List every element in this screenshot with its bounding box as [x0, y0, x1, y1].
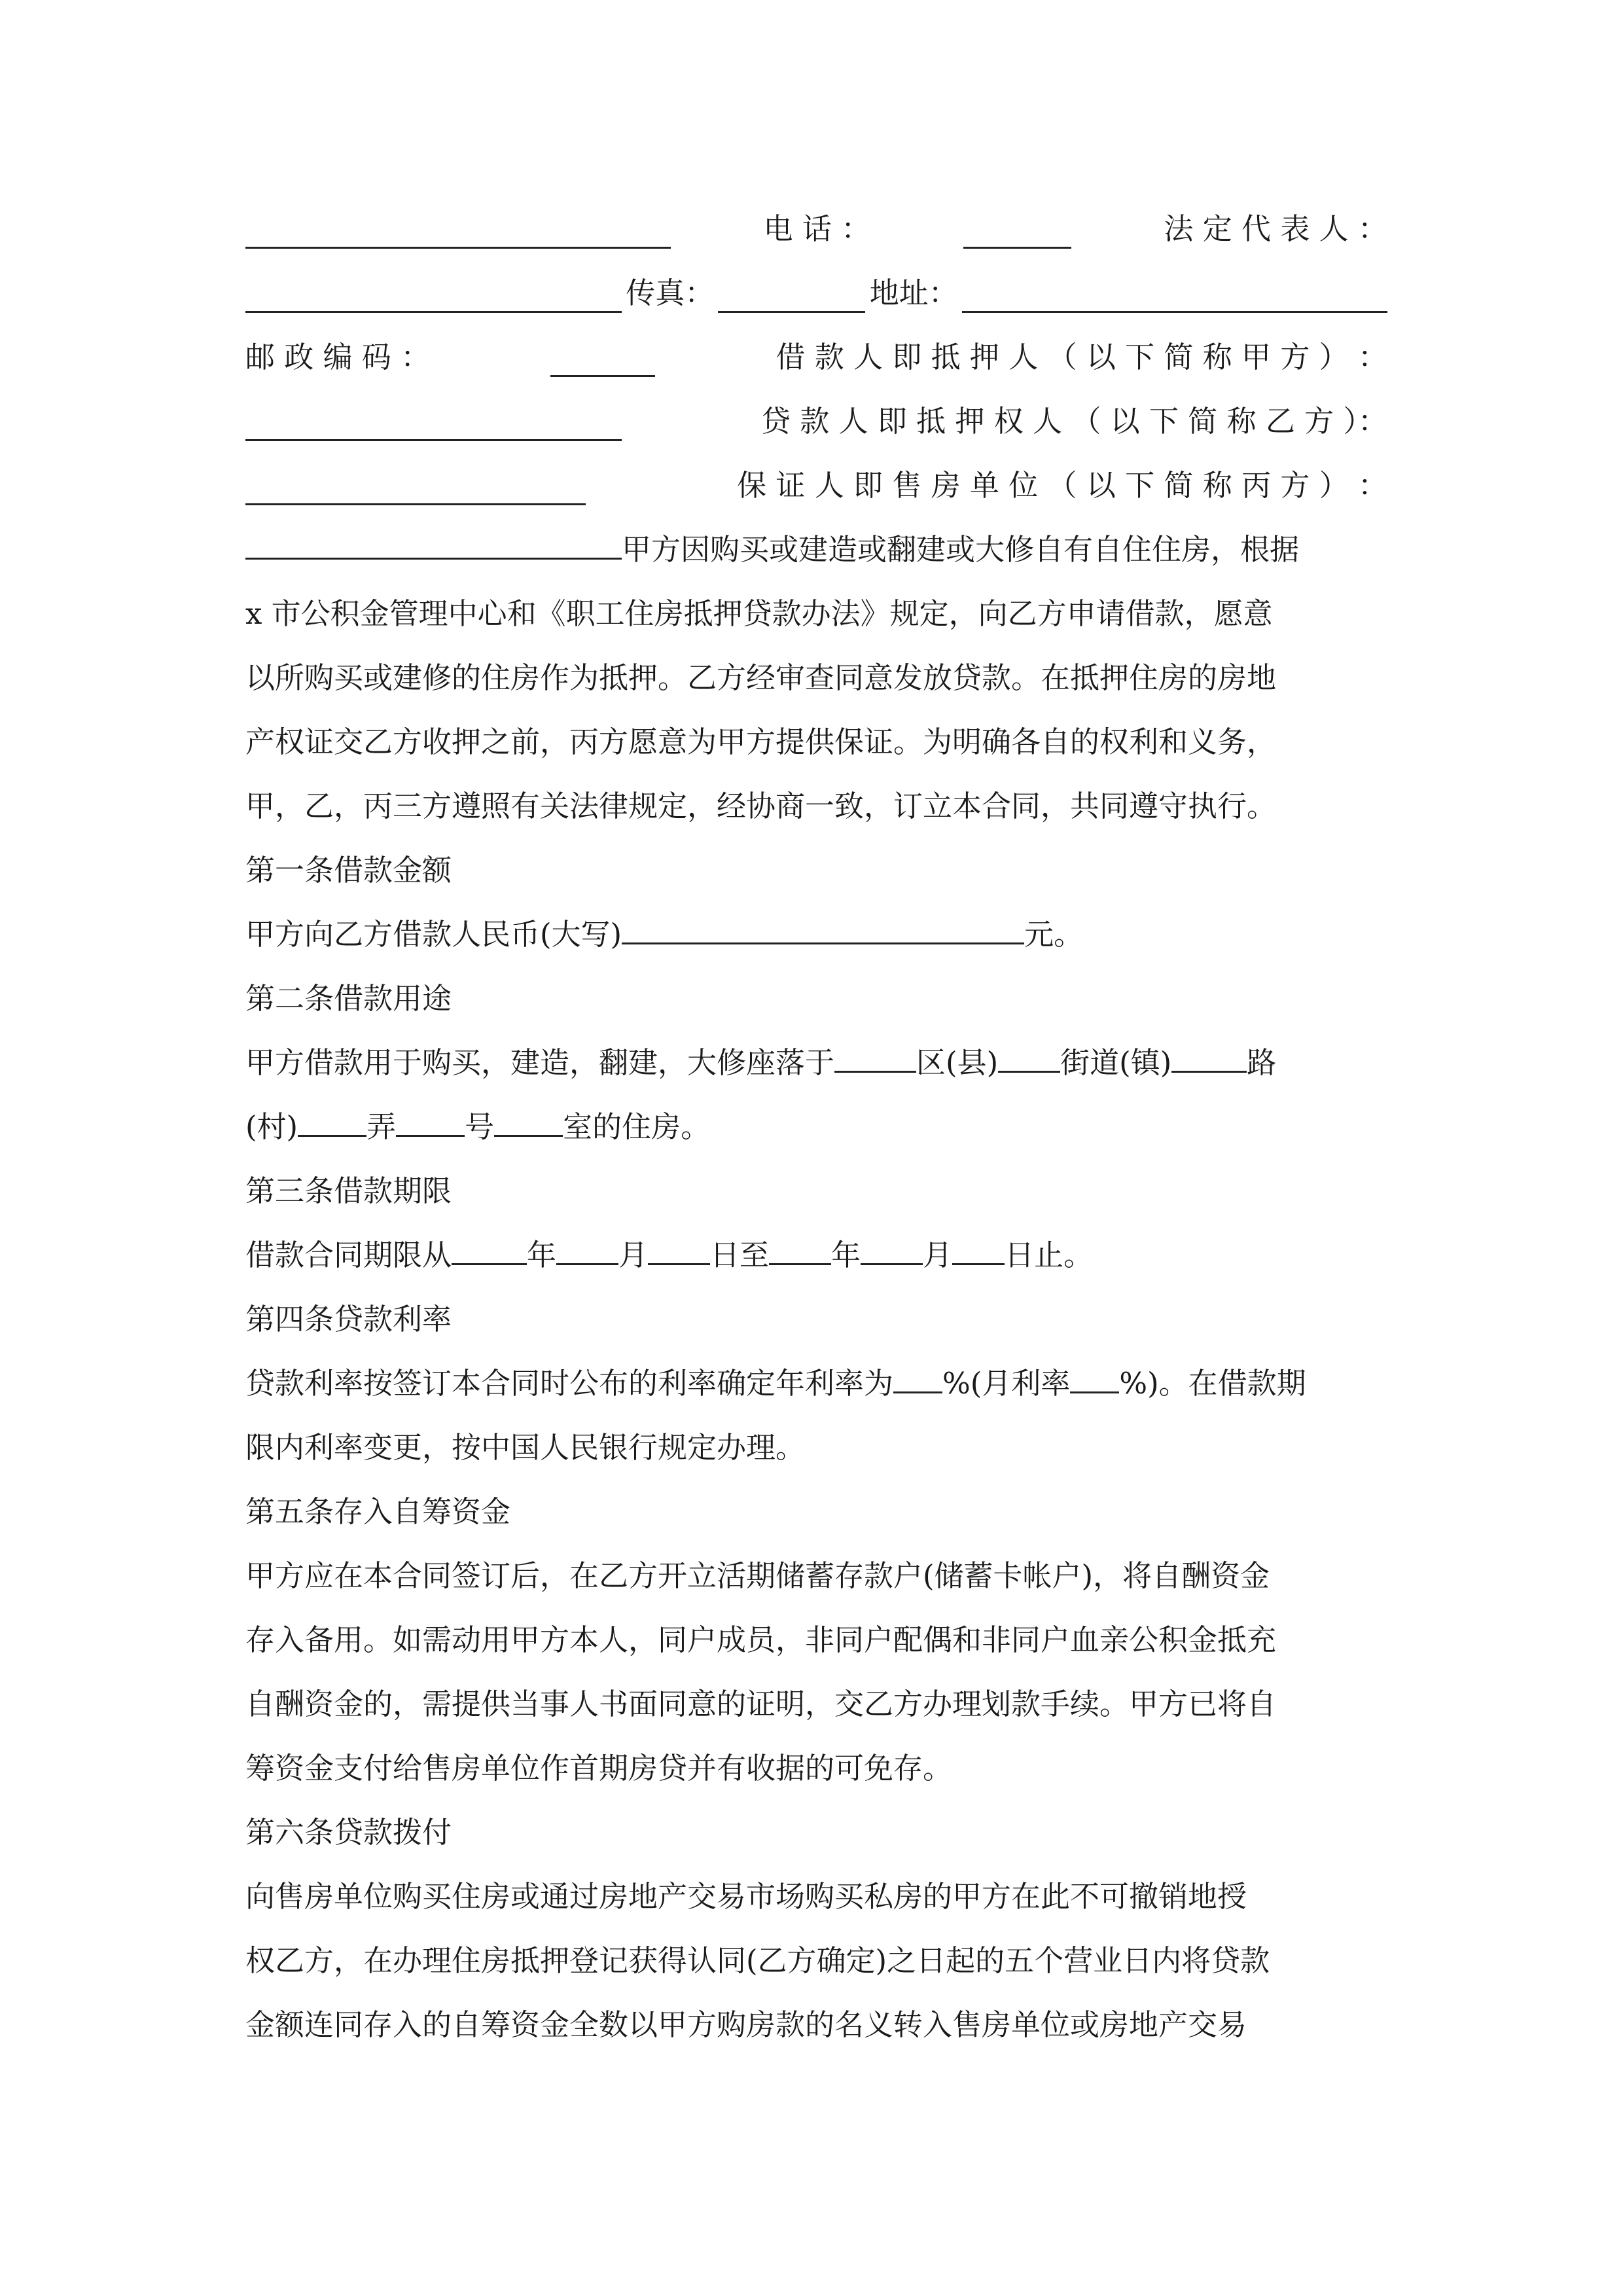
article-text: %(月利率	[942, 1366, 1071, 1401]
article-text: 路	[1247, 1045, 1277, 1080]
article-5-body-1: 甲方应在本合同签订后，在乙方开立活期储蓄存款户(储蓄卡帐户)，将自酬资金	[245, 1558, 1270, 1593]
article-text: 区(县)	[916, 1045, 999, 1080]
legal-rep-label: 法 定 代 表 人 ：	[1164, 211, 1387, 246]
fax-label: 传真：	[626, 276, 715, 310]
article-text: 日止。	[1005, 1238, 1094, 1272]
article-text: 元。	[1024, 917, 1084, 952]
blank-field	[245, 467, 586, 505]
intro-line-1	[245, 517, 1387, 583]
article-text: 甲方借款用于购买，建造，翻建，大修座落于	[245, 1045, 835, 1080]
borrower-label: 借 款 人 即 抵 押 人 （ 以 下 简 称 甲 方 ） ：	[776, 340, 1387, 374]
article-text: 月	[923, 1238, 953, 1272]
article-4-body-2: 限内利率变更，按中国人民银行规定办理。	[245, 1430, 806, 1465]
article-5-title: 第五条存入自筹资金	[245, 1494, 511, 1529]
article-text: 年	[527, 1238, 557, 1272]
header-line-4	[245, 389, 1387, 454]
article-6-body-2: 权乙方，在办理住房抵押登记获得认同(乙方确定)之日起的五个营业日内将贷款	[245, 1943, 1270, 1978]
blank-field	[298, 1098, 366, 1137]
header-line-2	[245, 260, 1387, 326]
intro-line-3: 以所购买或建修的住房作为抵押。乙方经审查同意发放贷款。在抵押住房的房地	[245, 660, 1277, 695]
blank-field	[245, 403, 622, 441]
blank-field	[494, 1098, 563, 1137]
blank-field	[718, 274, 865, 313]
blank-field	[962, 274, 1387, 313]
blank-field	[769, 1227, 831, 1265]
article-5-body-3: 自酬资金的，需提供当事人书面同意的证明，交乙方办理划款手续。甲方已将自	[245, 1687, 1277, 1721]
intro-line-4: 产权证交乙方收押之前，丙方愿意为甲方提供保证。为明确各自的权利和义务，	[245, 725, 1277, 759]
article-1-body	[245, 902, 1387, 967]
article-text: 街道(镇)	[1060, 1045, 1172, 1080]
lender-label: 贷 款 人 即 抵 押 权 人 （ 以 下 简 称 乙 方 ）：	[760, 404, 1387, 439]
article-text: 年	[831, 1238, 861, 1272]
blank-field	[952, 1227, 1005, 1265]
amount-blank	[622, 906, 1024, 944]
blank-field	[245, 274, 622, 313]
article-text: (村)	[245, 1109, 298, 1144]
address-label: 地址：	[869, 276, 958, 310]
article-2-title: 第二条借款用途	[245, 981, 452, 1016]
intro-text: 甲方因购买或建造或翻建或大修自有自住住房，根据	[622, 532, 1300, 567]
blank-field	[452, 1227, 527, 1265]
intro-line-2: x 市公积金管理中心和《职工住房抵押贷款办法》规定，向乙方申请借款，愿意	[245, 596, 1273, 631]
article-4-body-1	[245, 1351, 1387, 1416]
article-text: 弄	[366, 1109, 397, 1144]
blank-field	[1070, 1355, 1119, 1393]
article-text: 甲方向乙方借款人民币(大写)	[245, 917, 622, 952]
blank-field	[834, 1034, 916, 1073]
blank-field	[998, 1034, 1060, 1073]
article-3-body	[245, 1223, 1387, 1288]
blank-field	[893, 1355, 942, 1393]
article-5-body-2: 存入备用。如需动用甲方本人，同户成员，非同户配偶和非同户血亲公积金抵充	[245, 1623, 1277, 1657]
phone-label: 电 话 ：	[763, 211, 871, 246]
guarantor-label: 保 证 人 即 售 房 单 位 （ 以 下 简 称 丙 方 ） ：	[737, 468, 1387, 503]
header-line-3	[245, 325, 1387, 390]
article-4-title: 第四条贷款利率	[245, 1302, 452, 1336]
blank-field	[245, 210, 671, 249]
article-text: 月	[618, 1238, 649, 1272]
article-1-title: 第一条借款金额	[245, 853, 452, 888]
blank-field	[861, 1227, 923, 1265]
article-5-body-4: 筹资金支付给售房单位作首期房贷并有收据的可免存。	[245, 1751, 953, 1785]
article-text: 借款合同期限从	[245, 1238, 452, 1272]
article-6-body-3: 金额连同存入的自筹资金全数以甲方购房款的名义转入售房单位或房地产交易	[245, 2007, 1247, 2042]
article-text: 贷款利率按签订本合同时公布的利率确定年利率为	[245, 1366, 894, 1401]
blank-field	[648, 1227, 710, 1265]
article-2-body-1	[245, 1030, 1387, 1096]
blank-field	[245, 521, 622, 560]
blank-field	[396, 1098, 465, 1137]
header-line-5	[245, 453, 1387, 518]
article-text: 号	[465, 1109, 495, 1144]
blank-field	[556, 1227, 618, 1265]
blank-field	[963, 210, 1071, 249]
blank-field	[550, 338, 655, 377]
article-text: 日至	[710, 1238, 770, 1272]
article-6-body-1: 向售房单位购买住房或通过房地产交易市场购买私房的甲方在此不可撤销地授	[245, 1879, 1247, 1914]
blank-field	[1171, 1034, 1247, 1073]
article-2-body-2	[245, 1094, 1387, 1160]
article-6-title: 第六条贷款拨付	[245, 1815, 452, 1850]
header-line-1	[245, 196, 1387, 262]
article-text: %)。在借款期	[1119, 1366, 1306, 1401]
intro-line-5: 甲，乙，丙三方遵照有关法律规定，经协商一致，订立本合同，共同遵守执行。	[245, 789, 1277, 823]
postcode-label: 邮 政 编 码 ：	[245, 340, 431, 374]
article-text: 室的住房。	[563, 1109, 711, 1144]
article-3-title: 第三条借款期限	[245, 1174, 452, 1208]
